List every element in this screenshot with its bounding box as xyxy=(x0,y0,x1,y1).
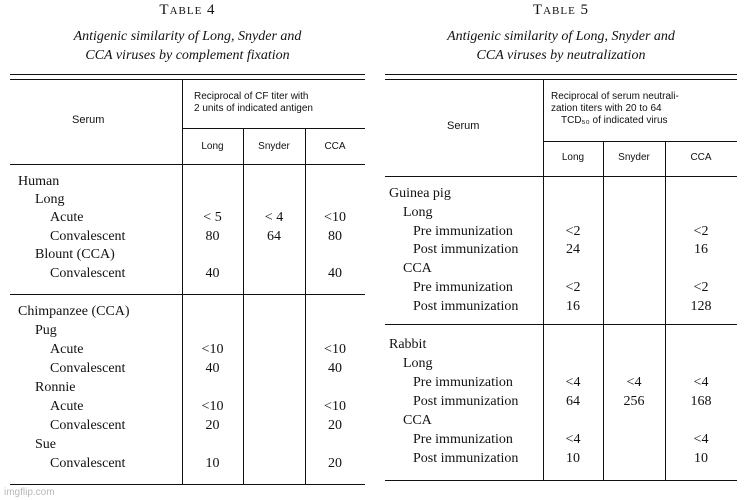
cell-value: 24 xyxy=(566,242,580,257)
table-5 xyxy=(385,0,737,500)
cell-value: <10 xyxy=(324,399,346,414)
cell-value: 20 xyxy=(328,418,342,433)
table-5-caption-line1: Antigenic similarity of Long, Snyder and xyxy=(447,29,675,44)
header-bottom-rule xyxy=(385,176,737,177)
row-label: Long xyxy=(403,356,433,371)
row-label: Pre immunization xyxy=(413,224,513,239)
header-bottom-rule xyxy=(10,164,365,165)
cell-value: 40 xyxy=(328,361,342,376)
col-header-cca: CCA xyxy=(324,141,346,152)
bottom-rule xyxy=(10,484,365,485)
cell-value: 16 xyxy=(566,299,580,314)
cell-value: <2 xyxy=(565,224,581,239)
cell-value: <10 xyxy=(324,342,346,357)
row-label: Pre immunization xyxy=(413,432,513,447)
cell-value: 64 xyxy=(267,229,281,244)
group-header-rule xyxy=(182,128,365,129)
row-label: Rabbit xyxy=(389,337,427,352)
group-header-line1: Reciprocal of serum neutrali- xyxy=(551,91,679,102)
cell-value: 20 xyxy=(328,456,342,471)
group-separator-rule xyxy=(385,324,737,325)
cell-value: < 5 xyxy=(203,210,222,225)
cell-value: 10 xyxy=(205,456,220,471)
row-label: Chimpanzee (CCA) xyxy=(18,304,130,319)
cell-value: <2 xyxy=(693,280,709,295)
row-label: Convalescent xyxy=(50,229,126,244)
group-separator-rule xyxy=(10,294,365,295)
cell-value: <2 xyxy=(565,280,581,295)
col-header-snyder: Snyder xyxy=(258,141,290,152)
row-label: Post immunization xyxy=(413,242,519,257)
row-label: Guinea pig xyxy=(389,186,451,201)
cell-value: <2 xyxy=(693,224,709,239)
table-5-label: Table 5 xyxy=(532,2,590,18)
table-4-caption-line1: Antigenic similarity of Long, Snyder and xyxy=(73,29,302,44)
cell-value: 40 xyxy=(205,266,220,281)
top-rule-2 xyxy=(10,79,365,80)
row-label: Acute xyxy=(50,342,84,357)
table-4-label: Table 4 xyxy=(159,2,216,18)
table-4 xyxy=(10,0,365,500)
cell-value: <4 xyxy=(565,375,581,390)
cell-value: <10 xyxy=(201,399,224,414)
cell-value: 40 xyxy=(328,266,342,281)
row-label: Pre immunization xyxy=(413,280,513,295)
row-label: Pre immunization xyxy=(413,375,513,390)
cell-value: 64 xyxy=(566,394,580,409)
cell-value: <10 xyxy=(201,342,224,357)
row-label: Blount (CCA) xyxy=(35,247,115,262)
cell-value: <4 xyxy=(565,432,581,447)
row-label: Post immunization xyxy=(413,299,519,314)
group-header-rule xyxy=(543,141,737,142)
row-label: Acute xyxy=(50,210,84,225)
serum-header: Serum xyxy=(447,120,480,132)
row-label: Long xyxy=(35,192,65,207)
col-header-cca: CCA xyxy=(690,152,712,163)
cell-value: 20 xyxy=(205,418,220,433)
top-rule xyxy=(385,74,737,75)
top-rule xyxy=(10,74,365,75)
cell-value: 10 xyxy=(566,451,580,466)
row-label: Sue xyxy=(35,437,56,452)
cell-value: <4 xyxy=(693,432,709,447)
row-label: Pug xyxy=(35,323,57,338)
cell-value: <10 xyxy=(324,210,346,225)
row-label: CCA xyxy=(403,413,432,428)
col-divider xyxy=(243,128,244,484)
row-label: Ronnie xyxy=(35,380,76,395)
cell-value: 168 xyxy=(690,394,712,409)
bottom-rule xyxy=(385,480,737,481)
cell-value: < 4 xyxy=(264,210,284,225)
row-label: Acute xyxy=(50,399,84,414)
serum-header: Serum xyxy=(72,114,105,126)
group-header-line1: Reciprocal of CF titer with xyxy=(194,91,309,102)
cell-value: 80 xyxy=(205,229,220,244)
col-header-long: Long xyxy=(201,141,224,152)
col-header-long: Long xyxy=(561,152,585,163)
cell-value: 256 xyxy=(623,394,645,409)
table-4-caption-line2: CCA viruses by complement fixation xyxy=(85,48,290,63)
cell-value: <4 xyxy=(626,375,642,390)
row-label: Convalescent xyxy=(50,456,126,471)
row-label: CCA xyxy=(403,261,432,276)
col-header-snyder: Snyder xyxy=(618,152,650,163)
watermark: imgflip.com xyxy=(4,487,55,498)
cell-value: <4 xyxy=(693,375,709,390)
row-label: Convalescent xyxy=(50,266,126,281)
row-label: Convalescent xyxy=(50,418,126,433)
row-label: Convalescent xyxy=(50,361,126,376)
group-header-line2: 2 units of indicated antigen xyxy=(194,103,313,114)
table-5-caption-line2: CCA viruses by neutralization xyxy=(476,48,646,63)
row-label: Post immunization xyxy=(413,394,519,409)
cell-value: 16 xyxy=(694,242,708,257)
group-header-line2: zation titers with 20 to 64 xyxy=(551,103,662,114)
cell-value: 40 xyxy=(205,361,220,376)
cell-value: 10 xyxy=(694,451,708,466)
cell-value: 80 xyxy=(328,229,342,244)
row-label: Long xyxy=(403,205,433,220)
top-rule-2 xyxy=(385,79,737,80)
group-header-line3: TCD₅₀ of indicated virus xyxy=(561,115,668,126)
cell-value: 128 xyxy=(690,299,712,314)
row-label: Human xyxy=(18,174,60,189)
row-label: Post immunization xyxy=(413,451,519,466)
col-divider xyxy=(603,141,604,480)
